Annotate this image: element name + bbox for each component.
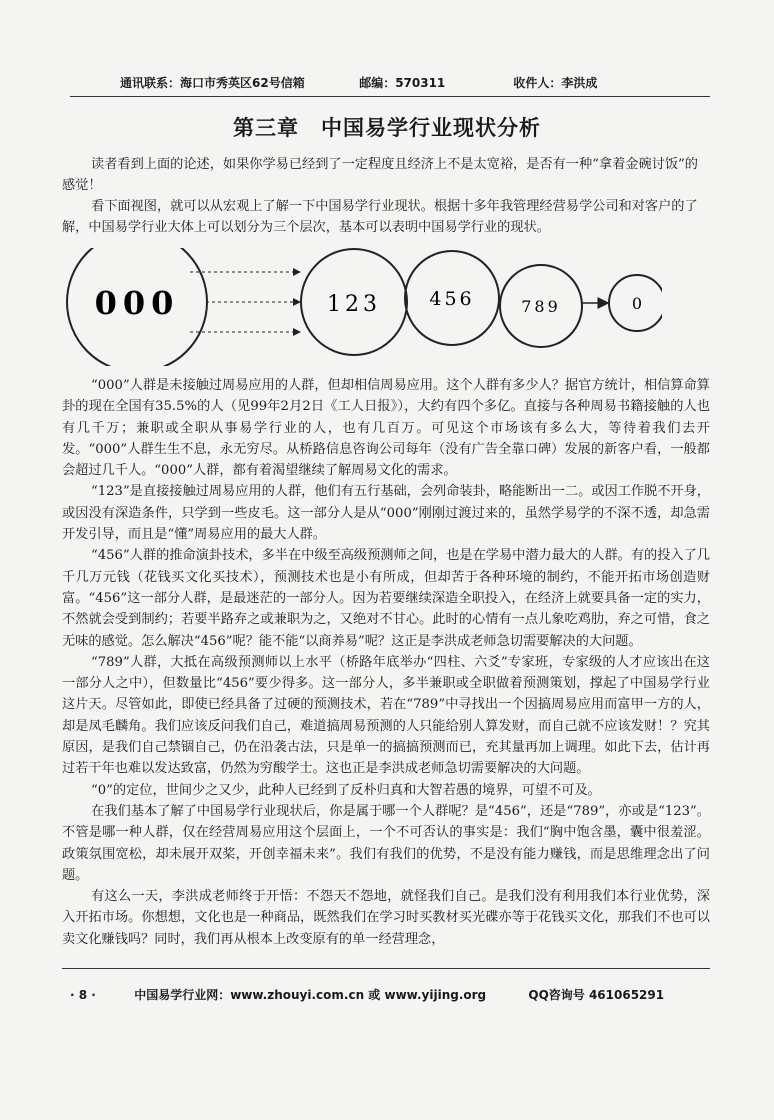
population-diagram <box>62 248 662 366</box>
intro-paragraph: 读者看到上面的论述，如果你学易已经到了一定程度且经济上不是太宽裕，是否有一种“拿着金碗讨饭”的感觉！ <box>62 157 698 193</box>
circle-label-123: 123 <box>327 292 381 317</box>
intro-text <box>62 154 710 238</box>
circle-label-000: 000 <box>94 284 180 322</box>
body-paragraph: 在我们基本了解了中国易学行业现状后，你是属于哪一个人群呢？是“456”，还是“789”，亦或是“123”。不管是哪一种人群，仅在经营周易应用这个层面上，一个不可否认的事实是：我们“胸中饱含墨，囊中很羞涩。政策氛围宽松，却未展开双桨，开创幸福未来”。我们有我们的优势，不是没有能力赚钱，而是思维理念出了问题。 <box>62 803 710 883</box>
header-divider <box>70 96 710 97</box>
body-paragraph: “789”人群，大抵在高级预测师以上水平（桥路年底举办“四柱、六爻”专家班，专家级的人才应该出在这一部分人之中），但数量比“456”要少得多。这一部分人，多半兼职或全职做着预测策划，撑起了中国易学行业这片天。尽管如此，即使已经具备了过硬的预测技术，若在“789”中寻找出一个因搞周易应用而富甲一方的人，却是凤毛麟角。我们应该反问我们自己，难道搞周易预测的人只能给别人算发财，而自己就不应该发财！？究其原因，是我们自己禁锢自己，仍在沿袭古法，只是单一的搞搞预测而已，充其量再加上调理。如此下去，估计再过若干年也难以发达致富，仍然为穷酸学士。这也正是李洪成老师急切需要解决的大问题。 <box>62 654 710 777</box>
body-paragraph: “0”的定位，世间少之又少，此种人已经到了反朴归真和大智若愚的境界，可望不可及。 <box>91 782 601 798</box>
circle-label-0: 0 <box>631 294 643 313</box>
body-text <box>62 375 710 950</box>
header-zip: 邮编：570311 <box>359 76 446 90</box>
page-footer <box>70 986 710 1003</box>
footer-divider <box>62 968 710 969</box>
body-paragraph: 有这么一天，李洪成老师终于开悟：不怨天不怨地，就怪我们自己。是我们没有利用我们本行业优势，深入开拓市场。你想想，文化也是一种商品，既然我们在学习时买教材买光碟亦等于花钱买文化，那我们不也可以卖文化赚钱吗？同时，我们再从根本上改变原有的单一经营理念， <box>62 889 710 947</box>
intro-paragraph: 看下面视图，就可以从宏观上了解一下中国易学行业现状。根据十多年我管理经营易学公司和对客户的了解，中国易学行业大体上可以划分为三个层次，基本可以表明中国易学行业的现状。 <box>62 199 698 235</box>
body-paragraph: “456”人群的推命演卦技术，多半在中级至高级预测师之间，也是在学易中潜力最大的人群。有的投入了几千几万元钱（花钱买文化买技术），预测技术也是小有所成，但却苦于各种环境的制约，不能开拓市场创造财富。“456”这一部分人群，是最迷茫的一部分人。因为若要继续深造全职投入，在经济上就要具备一定的实力，不然就会受到制约；若要半路弃之或兼职为之，又绝对不甘心。此时的心情有一点儿象吃鸡肋，弃之可惜，食之无味的感觉。怎么解决“456”呢？能不能“以商养易”呢？这正是李洪成老师急切需要解决的大问题。 <box>62 548 710 649</box>
body-paragraph: “000”人群是未接触过周易应用的人群，但却相信周易应用。这个人群有多少人？据官方统计，相信算命算卦的现在全国有35.5%的人（见99年2月2日《工人日报》），大约有四个多亿。直接与各种周易书籍接触的人也有几千万；兼职或全职从事易学行业的人，也有几百万。可见这个市场该有多么大，等待着我们去开发。“000”人群生生不息，永无穷尽。从桥路信息咨询公司每年（没有广告全靠口碑）发展的新客户看，一般都会超过几千人。“000”人群，都有着渴望继续了解周易文化的需求。 <box>62 378 710 479</box>
header-contact: 通讯联系：海口市秀英区62号信箱 <box>120 76 305 90</box>
circle-label-789: 789 <box>521 297 561 316</box>
circle-label-456: 456 <box>429 288 475 310</box>
header-recipient: 收件人：李洪成 <box>513 76 598 90</box>
footer-website: 中国易学行业网：www.zhouyi.com.cn 或 www.yijing.org <box>134 988 487 1002</box>
page-header <box>120 74 680 91</box>
page-number: · 8 · <box>70 988 96 1002</box>
chapter-title: 第三章 中国易学行业现状分析 <box>233 116 541 140</box>
footer-qq: QQ咨询号 461065291 <box>528 988 665 1002</box>
body-paragraph: “123”是直接接触过周易应用的人群，他们有五行基础，会列命装卦，略能断出一二。或因工作脱不开身，或因没有深造条件，只学到一些皮毛。这一部分人是从“000”刚刚过渡过来的，虽然学易学的不深不透，却急需开发引导，而且是“懂”周易应用的最大人群。 <box>62 484 710 543</box>
